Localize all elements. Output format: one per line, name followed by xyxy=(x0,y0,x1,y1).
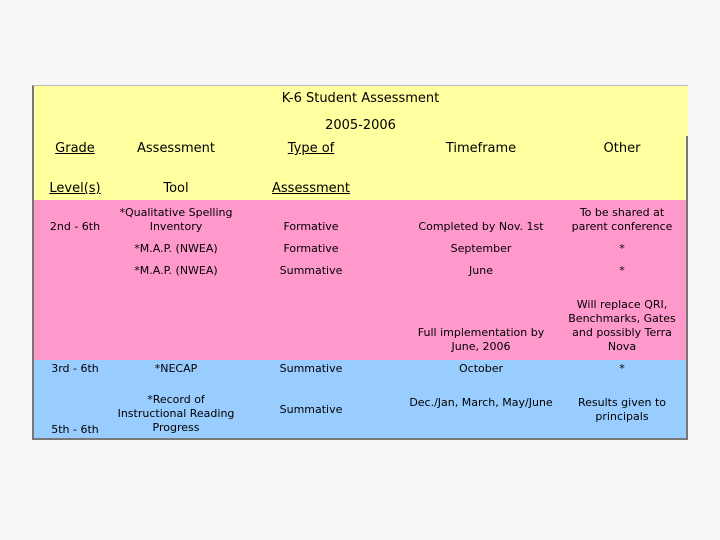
row4-other: Will replace QRI, Benchmarks, Gates and possibly Terra Nova xyxy=(568,298,676,353)
header-grade: Grade xyxy=(55,141,95,156)
row6-type: Summative xyxy=(279,403,343,416)
row3-other: * xyxy=(619,264,625,277)
row5-timeframe: October xyxy=(458,362,504,375)
page-title: K-6 Student Assessment xyxy=(281,91,440,106)
row6-grade: 5th - 6th xyxy=(51,423,99,436)
row6-other: Results given to principals xyxy=(577,396,667,423)
year-subtitle: 2005-2006 xyxy=(325,118,396,133)
row4-timeframe: Full implementation by June, 2006 xyxy=(417,326,545,353)
header-timeframe: Timeframe xyxy=(445,141,517,156)
row2-tool: *M.A.P. (NWEA) xyxy=(134,242,218,255)
row5-tool: *NECAP xyxy=(154,362,198,375)
row3-type: Summative xyxy=(279,264,343,277)
row2-timeframe: September xyxy=(450,242,512,255)
row2-type: Formative xyxy=(283,242,339,255)
header-type: Type of xyxy=(287,141,335,156)
row6-tool: *Record of Instructional Reading Progress xyxy=(117,393,235,434)
row5-grade: 3rd - 6th xyxy=(51,362,99,375)
row1-timeframe: Completed by Nov. 1st xyxy=(418,220,544,233)
header-assessment-line2: Tool xyxy=(163,181,189,196)
right-border xyxy=(686,136,688,440)
bottom-border xyxy=(32,438,688,440)
header-other: Other xyxy=(603,141,641,156)
row5-other: * xyxy=(619,362,625,375)
row5-type: Summative xyxy=(279,362,343,375)
row6-timeframe: Dec./Jan, March, May/June xyxy=(409,396,553,409)
row3-tool: *M.A.P. (NWEA) xyxy=(134,264,218,277)
row2-other: * xyxy=(619,242,625,255)
table-frame xyxy=(32,85,688,440)
header-assessment: Assessment xyxy=(137,141,215,156)
row3-timeframe: June xyxy=(469,264,493,277)
row1-type: Formative xyxy=(283,220,339,233)
header-type-line2: Assessment xyxy=(272,181,350,196)
header-grade-line2: Level(s) xyxy=(49,181,101,196)
row1-tool: *Qualitative Spelling Inventory xyxy=(119,206,233,233)
row1-other: To be shared at parent conference xyxy=(571,206,673,233)
row1-grade: 2nd - 6th xyxy=(49,220,101,233)
